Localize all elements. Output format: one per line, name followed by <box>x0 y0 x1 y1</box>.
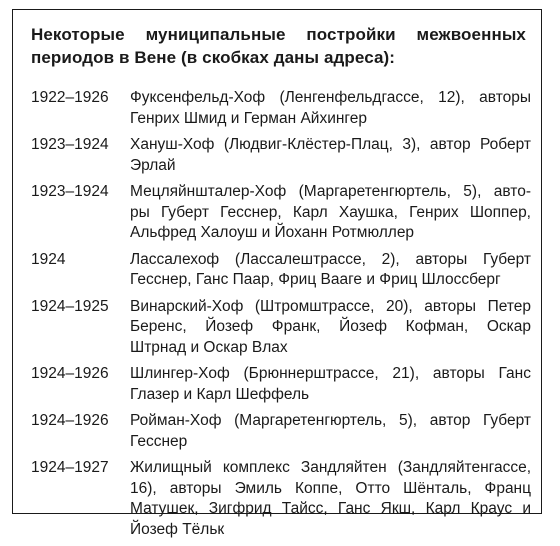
entry-description-line: Беренс, Йозеф Франк, Йозеф Кофман, Оскар <box>130 318 531 335</box>
entry-years: 1923–1924 <box>31 136 109 153</box>
entry-description-line: Хануш-Хоф (Людвиг-Клёстер-Плац, 3), автор Роберт <box>130 136 531 153</box>
buildings-list <box>31 88 531 546</box>
list-item <box>31 88 531 129</box>
entry-description <box>130 250 531 291</box>
entry-years: 1924–1926 <box>31 365 109 382</box>
info-box <box>12 9 542 538</box>
entry-description-line: Альфред Халоуш и Йоханн Ротмюллер <box>130 224 415 241</box>
entry-description <box>130 297 531 359</box>
list-item <box>31 364 531 405</box>
entry-description-line: Фуксенфельд-Хоф (Ленгенфельдгассе, 12), авторы <box>130 89 531 106</box>
list-item <box>31 135 531 176</box>
entry-years: 1924–1925 <box>31 297 109 315</box>
entry-description-line: Шлингер-Хоф (Брюннерштрассе, 21), авторы Ганс <box>130 365 531 382</box>
entry-description-line: Гесснер <box>130 432 188 450</box>
list-item <box>31 250 531 291</box>
entry-description-line: Штрнад и Оскар Влах <box>130 338 288 356</box>
entry-years: 1924 <box>31 250 66 268</box>
entry-description-line: Генрих Шмид и Герман Айхингер <box>130 109 367 127</box>
box-title <box>31 23 526 69</box>
entry-years: 1924–1927 <box>31 459 109 476</box>
entry-description-line: Эрлай <box>130 156 176 174</box>
entry-years: 1924–1926 <box>31 412 109 429</box>
entry-description <box>130 135 531 176</box>
entry-description-line: Ройман-Хоф (Маргаретенгюртель, 5), автор Губерт <box>130 412 531 429</box>
entry-description <box>130 458 531 540</box>
entry-description <box>130 182 531 244</box>
entry-description-line: Лассалехоф (Лассалештрассе, 2), авторы Губерт <box>130 250 531 268</box>
entry-description <box>130 411 531 452</box>
list-item <box>31 411 531 452</box>
list-item <box>31 458 531 540</box>
entry-years: 1923–1924 <box>31 183 109 200</box>
entry-description <box>130 364 531 405</box>
entry-description-line: Гесснер, Ганс Паар, Фриц Вааге и Фриц Шлоссберг <box>130 271 501 288</box>
entry-description-line: Матушек, Зигфрид Тайсс, Ганс Якш, Карл Краус и <box>130 500 531 517</box>
entry-years: 1922–1926 <box>31 89 109 106</box>
entry-description-line: Жилищный комплекс Зандляйтен (Зандляйтенгассе, <box>130 459 531 476</box>
entry-description-line: ры Губерт Гесснер, Карл Хаушка, Генрих Шоппер, <box>130 203 531 221</box>
list-item <box>31 297 531 359</box>
entry-description-line: 16), авторы Эмиль Коппе, Отто Шёнталь, Франц <box>130 479 531 497</box>
title-line-1: Некоторые муниципальные постройки межвоенных <box>31 25 526 44</box>
entry-description-line: Мецляйншталер-Хоф (Маргаретенгюртель, 5), авто- <box>130 183 531 200</box>
entry-description-line: Йозеф Тёльк <box>130 520 225 538</box>
title-line-2: периодов в Вене (в скобках даны адреса): <box>31 48 396 67</box>
entry-description <box>130 88 531 129</box>
list-item <box>31 182 531 244</box>
entry-description-line: Глазер и Карл Шеффель <box>130 385 310 403</box>
entry-description-line: Винарский-Хоф (Штромштрассе, 20), авторы Петер <box>130 297 531 315</box>
